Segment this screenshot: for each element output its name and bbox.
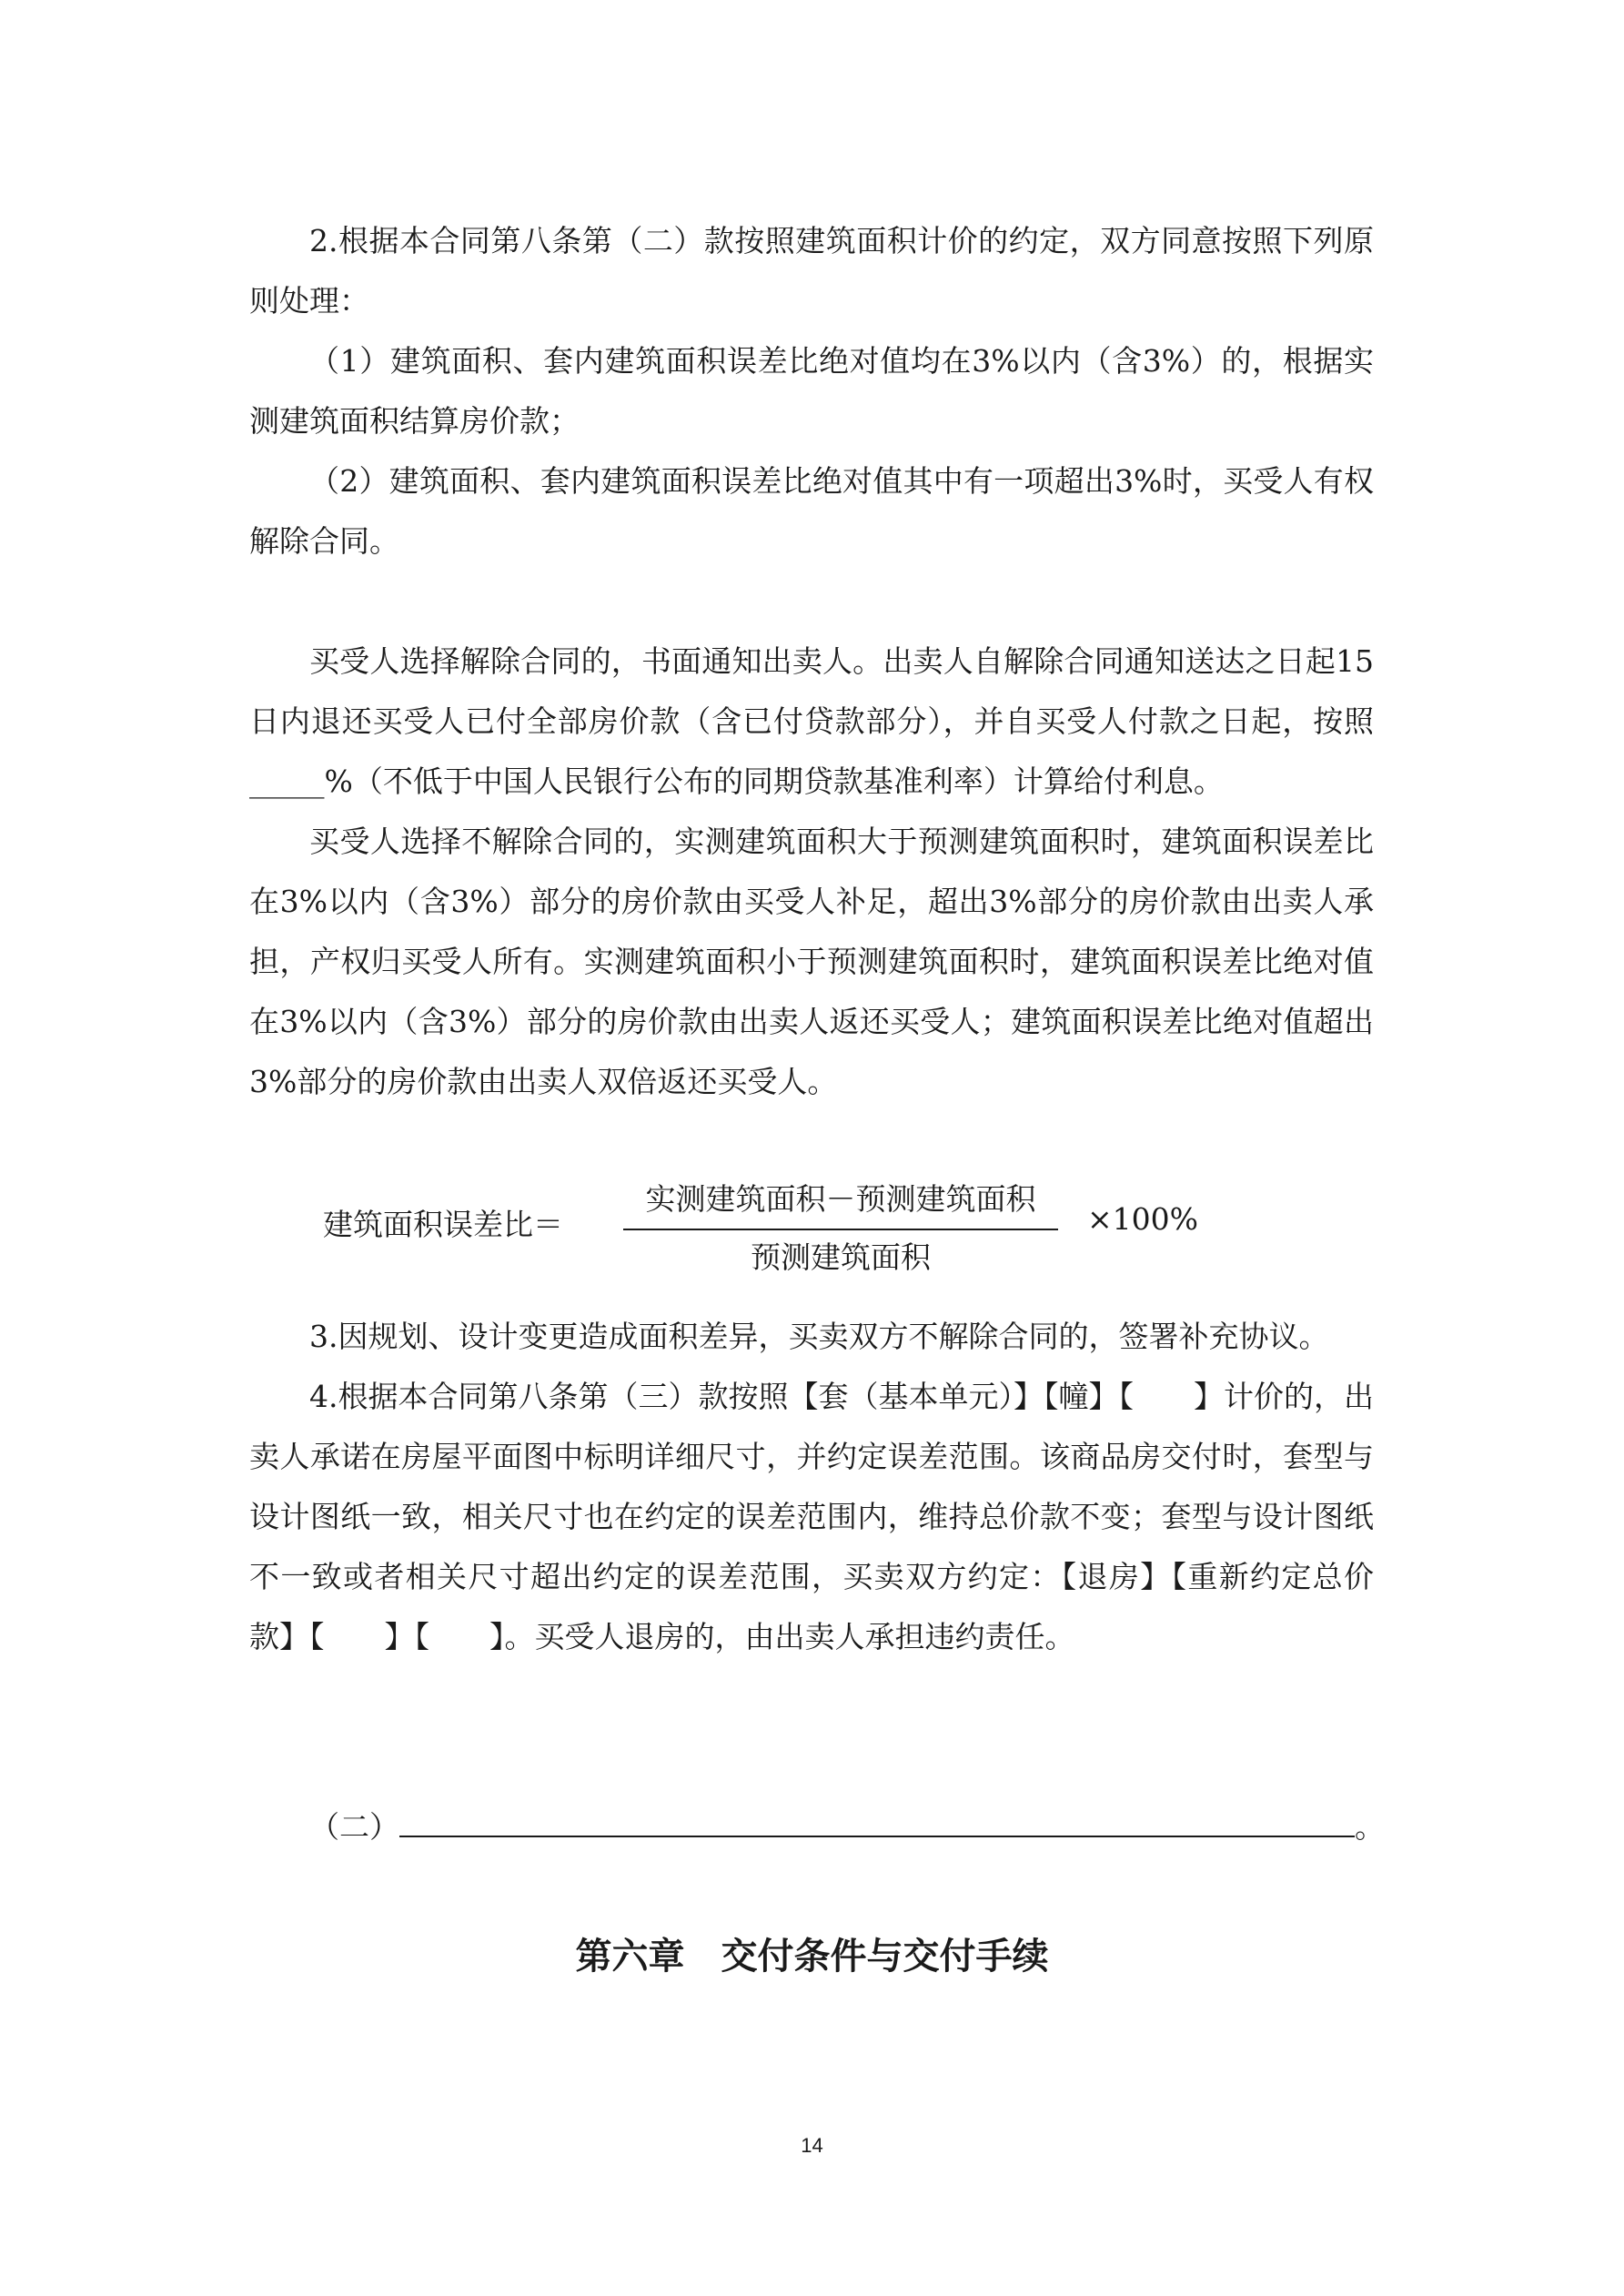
item-two-label: （二） bbox=[309, 1809, 399, 1845]
clause-3-paragraph: 3.因规划、设计变更造成面积差异，买卖双方不解除合同的，签署补充协议。 bbox=[309, 1319, 1329, 1354]
item-2-paragraph: （2）建筑面积、套内建筑面积误差比绝对值其中有一项超出3%时，买受人有权解除合同。 bbox=[249, 463, 1374, 559]
formula-numerator: 实测建筑面积－预测建筑面积 bbox=[623, 1174, 1058, 1230]
formula-lhs: 建筑面积误差比＝ bbox=[323, 1207, 563, 1242]
formula-denominator: 预测建筑面积 bbox=[751, 1239, 931, 1275]
item-two-line bbox=[309, 1797, 1385, 1857]
item-two-blank bbox=[399, 1808, 1355, 1837]
item-1-paragraph: （1）建筑面积、套内建筑面积误差比绝对值均在3%以内（含3%）的，根据实测建筑面积结算房价款； bbox=[249, 343, 1374, 439]
clause-4-paragraph: 4.根据本合同第八条第（三）款按照【套（基本单元）】【幢】【 】计价的，出卖人承诺在房屋平面图中标明详细尺寸，并约定误差范围。该商品房交付时，套型与设计图纸一致，相关尺寸也在约定的误差范围内，维持总价款不变；套型与设计图纸不一致或者相关尺寸超出约定的误差范围，买卖双方约定：【退房】【重新约定总价款】【 】【 】。买受人退房的，由出卖人承担违约责任。 bbox=[249, 1379, 1374, 1654]
page-number: 14 bbox=[801, 2134, 823, 2157]
area-error-formula bbox=[323, 1174, 1233, 1310]
formula-fraction bbox=[623, 1174, 1058, 1285]
formula-multiplier: ×100% bbox=[1087, 1201, 1198, 1237]
rescind-text-a: 买受人选择解除合同的，书面通知出卖人。出卖人自解除合同通知送达之日起15日内退还买受人已付全部房价款（含已付贷款部分），并自买受人付款之日起，按照 bbox=[249, 643, 1374, 739]
clause-2-paragraph: 2.根据本合同第八条第（二）款按照建筑面积计价的约定，双方同意按照下列原则处理： bbox=[249, 223, 1374, 319]
item-two-end: 。 bbox=[1355, 1809, 1385, 1845]
rescind-paragraph bbox=[249, 632, 1374, 812]
no-rescind-paragraph: 买受人选择不解除合同的，实测建筑面积大于预测建筑面积时，建筑面积误差比在3%以内（含3%）部分的房价款由买受人补足，超出3%部分的房价款由出卖人承担，产权归买受人所有。实测建筑面积小于预测建筑面积时，建筑面积误差比绝对值在3%以内（含3%）部分的房价款由出卖人返还买受人；建筑面积误差比绝对值超出3%部分的房价款由出卖人双倍返还买受人。 bbox=[249, 824, 1374, 1099]
chapter-title: 第六章 交付条件与交付手续 bbox=[575, 1936, 1049, 1977]
rescind-text-b: %（不低于中国人民银行公布的同期贷款基准利率）计算给付利息。 bbox=[324, 764, 1224, 799]
interest-rate-blank: _____ bbox=[249, 764, 325, 799]
